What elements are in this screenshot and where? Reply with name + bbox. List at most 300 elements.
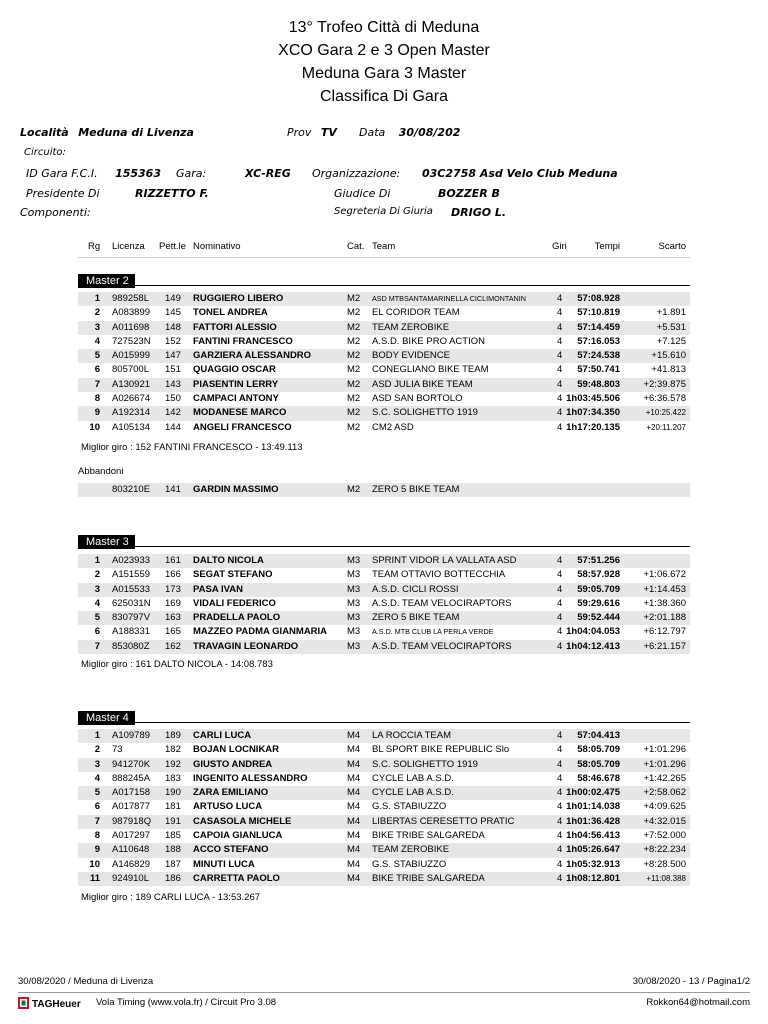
giri-cell: 4 (557, 421, 563, 433)
licenza-cell: A146829 (112, 858, 151, 870)
time-cell: 58:05.709 (577, 744, 620, 756)
gap-cell: +4:32.015 (643, 815, 686, 827)
footer-email: Rokkon64@hotmail.com (646, 997, 750, 1008)
prov-row (287, 126, 337, 139)
category-cell: M2 (347, 321, 361, 333)
category-label: Master 2 (78, 274, 135, 288)
table-row (78, 772, 690, 786)
licenza-cell: A015999 (112, 350, 151, 362)
pettorale-cell: 143 (165, 378, 181, 390)
rank-cell: 3 (94, 758, 100, 770)
time-cell: 1h00:02.475 (566, 787, 620, 799)
data-value: 30/08/202 (398, 126, 461, 139)
giri-cell: 4 (557, 744, 563, 756)
pettorale-cell: 190 (165, 787, 181, 799)
team-cell: A.S.D. TEAM VELOCIRAPTORS (372, 597, 512, 609)
pettorale-cell: 169 (165, 597, 181, 609)
rank-cell: 1 (94, 555, 100, 566)
category-cell: M2 (347, 335, 361, 347)
componenti-label: Componenti: (20, 206, 91, 219)
pettorale-cell: 182 (165, 744, 181, 756)
pettorale-cell: 147 (165, 350, 181, 362)
table-row (78, 363, 690, 377)
giri-cell: 4 (557, 772, 563, 784)
gap-cell: +1:06.672 (643, 569, 686, 581)
pettorale-cell: 144 (165, 421, 181, 433)
category-cell: M3 (347, 569, 361, 581)
abbandoni-label: Abbandoni (78, 466, 124, 477)
best-lap-master-3: Miglior giro : 161 DALTO NICOLA - 14:08.783 (81, 659, 273, 670)
category-cell: M4 (347, 744, 361, 756)
team-cell: BIKE TRIBE SALGAREDA (372, 830, 485, 842)
gap-cell: +15.610 (651, 350, 686, 362)
time-cell: 1h04:04.053 (566, 626, 620, 638)
time-cell: 57:08.928 (577, 293, 620, 304)
category-label: Master 3 (78, 535, 135, 549)
category-cell: M4 (347, 772, 361, 784)
localita-label: Località (20, 126, 69, 139)
time-cell: 1h05:26.647 (566, 844, 620, 856)
licenza-cell: A192314 (112, 407, 151, 419)
pettorale-cell: 173 (165, 583, 181, 595)
col-cat: Cat. (347, 241, 365, 252)
col-pett: Pett.le (159, 241, 186, 252)
time-cell: 1h03:45.506 (566, 393, 620, 405)
table-row (78, 843, 690, 857)
rank-cell: 7 (94, 378, 100, 390)
nominativo-cell: GARZIERA ALESSANDRO (193, 350, 312, 362)
gap-cell: +6:21.157 (643, 640, 686, 652)
category-cell: M4 (347, 801, 361, 813)
team-cell: CYCLE LAB A.S.D. (372, 787, 454, 799)
category-cell: M4 (347, 815, 361, 827)
table-row (78, 378, 690, 392)
giri-cell: 4 (557, 364, 563, 376)
localita-value: Meduna di Livenza (78, 126, 194, 139)
team-cell: BODY EVIDENCE (372, 350, 450, 362)
licenza-cell: 830797V (112, 612, 151, 624)
team-cell: SPRINT VIDOR LA VALLATA ASD (372, 555, 517, 566)
category-cell: M3 (347, 555, 361, 566)
category-cell: M2 (347, 407, 361, 419)
gap-cell: +7.125 (656, 335, 686, 347)
pettorale-cell: 165 (165, 626, 181, 638)
giri-cell: 4 (557, 787, 563, 799)
title-line-1: 13° Trofeo Città di Meduna (288, 19, 480, 36)
pettorale-cell: 186 (165, 872, 181, 884)
rank-cell: 4 (94, 335, 100, 347)
giri-cell: 4 (557, 555, 563, 566)
category-cell: M3 (347, 597, 361, 609)
pettorale-cell: 188 (165, 844, 181, 856)
gap-cell: +7:52.000 (643, 830, 686, 842)
pettorale-cell: 149 (165, 293, 181, 304)
team-cell: ASD MTBSANTAMARINELLA CICLIMONTANIN (372, 294, 526, 303)
table-row (78, 349, 690, 363)
col-scarto: Scarto (658, 241, 686, 252)
rank-cell: 6 (94, 801, 100, 813)
rank-cell: 9 (94, 844, 100, 856)
licenza-cell: A026674 (112, 393, 151, 405)
licenza-cell: A151559 (112, 569, 151, 581)
table-row (78, 743, 690, 757)
giri-cell: 4 (557, 583, 563, 595)
gap-cell: +1:01.296 (643, 744, 686, 756)
category-master-4 (78, 708, 690, 723)
giri-cell: 4 (557, 758, 563, 770)
pettorale-cell: 185 (165, 830, 181, 842)
team-cell: ZERO 5 BIKE TEAM (372, 612, 460, 624)
category-cell: M4 (347, 872, 361, 884)
best-lap-master-4: Miglior giro : 189 CARLI LUCA - 13:53.267 (81, 892, 261, 903)
rank-cell: 9 (94, 407, 100, 419)
licenza-cell: A017297 (112, 830, 151, 842)
gap-cell: +10:25.422 (645, 408, 686, 418)
pettorale-cell: 152 (165, 335, 181, 347)
nominativo-cell: BOJAN LOCNIKAR (193, 744, 280, 756)
pettorale-cell: 191 (165, 815, 181, 827)
rank-cell: 5 (94, 350, 100, 362)
licenza-cell: 853080Z (112, 640, 150, 652)
pettorale-cell: 141 (165, 484, 181, 495)
organizzazione-value: 03C2758 Asd Velo Club Meduna (422, 167, 618, 180)
gap-cell: +4:09.625 (643, 801, 686, 813)
gap-cell: +2:39.875 (643, 378, 686, 390)
team-cell: TEAM OTTAVIO BOTTECCHIA (372, 569, 506, 581)
team-cell: S.C. SOLIGHETTO 1919 (372, 407, 478, 419)
nominativo-cell: ANGELI FRANCESCO (193, 421, 292, 433)
pettorale-cell: 142 (165, 407, 181, 419)
table-row (78, 583, 690, 597)
table-row (78, 321, 690, 335)
rank-cell: 1 (94, 730, 100, 741)
licenza-cell: A110648 (112, 844, 150, 856)
team-cell: BIKE TRIBE SALGAREDA (372, 872, 485, 884)
category-master-3 (78, 532, 690, 547)
nominativo-cell: GIUSTO ANDREA (193, 758, 273, 770)
team-cell: ZERO 5 BIKE TEAM (372, 484, 460, 495)
pettorale-cell: 150 (165, 393, 181, 405)
table-row (78, 800, 690, 814)
category-master-2 (78, 271, 690, 286)
table-row (78, 568, 690, 582)
licenza-cell: A105134 (112, 421, 151, 433)
team-cell: TEAM ZEROBIKE (372, 844, 450, 856)
nominativo-cell: CAMPACI ANTONY (193, 393, 279, 405)
rank-cell: 11 (89, 872, 100, 884)
giri-cell: 4 (557, 801, 563, 813)
giri-cell: 4 (557, 321, 563, 333)
team-cell: LIBERTAS CERESETTO PRATIC (372, 815, 515, 827)
category-cell: M2 (347, 364, 361, 376)
rank-cell: 5 (94, 612, 100, 624)
nominativo-cell: MODANESE MARCO (193, 407, 287, 419)
table-row (78, 625, 690, 639)
gap-cell: +8:22.234 (643, 844, 686, 856)
giri-cell: 4 (557, 569, 563, 581)
giudice-label: Giudice Di (334, 187, 391, 200)
circuito-label: Circuito: (24, 147, 66, 158)
licenza-cell: A188331 (112, 626, 151, 638)
pettorale-cell: 183 (165, 772, 181, 784)
table-row (78, 335, 690, 349)
nominativo-cell: ARTUSO LUCA (193, 801, 263, 813)
giri-cell: 4 (557, 378, 563, 390)
rank-cell: 7 (94, 815, 100, 827)
nominativo-cell: VIDALI FEDERICO (193, 597, 276, 609)
team-cell: LA ROCCIA TEAM (372, 730, 452, 741)
giri-cell: 4 (557, 293, 563, 304)
pettorale-cell: 189 (165, 730, 181, 741)
team-cell: CM2 ASD (372, 421, 414, 433)
team-cell: ASD JULIA BIKE TEAM (372, 378, 473, 390)
nominativo-cell: FANTINI FRANCESCO (193, 335, 293, 347)
nominativo-cell: MINUTI LUCA (193, 858, 255, 870)
category-cell: M4 (347, 858, 361, 870)
licenza-cell: 625031N (112, 597, 151, 609)
gap-cell: +2:58.062 (643, 787, 686, 799)
licenza-cell: 989258L (112, 293, 149, 304)
time-cell: 59:29.616 (577, 597, 620, 609)
licenza-cell: 805700L (112, 364, 149, 376)
presidente-value: RIZZETTO F. (135, 187, 209, 200)
giri-cell: 4 (557, 350, 563, 362)
table-row (78, 858, 690, 872)
footer-divider (18, 992, 750, 993)
category-cell: M4 (347, 758, 361, 770)
rank-cell: 2 (94, 744, 100, 756)
category-label: Master 4 (78, 711, 135, 725)
category-cell: M2 (347, 307, 361, 319)
category-cell: M3 (347, 626, 361, 638)
title-line-3: Meduna Gara 3 Master (301, 65, 467, 82)
table-row (78, 640, 690, 654)
giri-cell: 4 (557, 830, 563, 842)
results-table-master-4 (78, 729, 690, 886)
licenza-cell: 924910L (112, 872, 149, 884)
col-giri: Giri (552, 241, 567, 252)
table-row (78, 292, 690, 306)
nominativo-cell: DALTO NICOLA (193, 555, 264, 566)
category-cell: M2 (347, 393, 361, 405)
prov-value: TV (320, 126, 337, 139)
rank-cell: 8 (94, 393, 100, 405)
results-table-master-3 (78, 554, 690, 654)
giri-cell: 4 (557, 844, 563, 856)
col-rg: Rg (88, 241, 101, 252)
nominativo-cell: TONEL ANDREA (193, 307, 268, 319)
licenza-cell: 727523N (112, 335, 151, 347)
team-cell: A.S.D. BIKE PRO ACTION (372, 335, 485, 347)
licenza-cell: A017158 (112, 787, 151, 799)
rank-cell: 2 (94, 569, 100, 581)
segreteria-value: DRIGO L. (451, 206, 507, 219)
presidente-label: Presidente Di (26, 187, 100, 200)
gap-cell: +8:28.500 (643, 858, 686, 870)
id-gara-label: ID Gara F.C.I. (26, 167, 98, 180)
rank-cell: 5 (94, 787, 100, 799)
table-row (78, 406, 690, 420)
table-row (78, 597, 690, 611)
giudice-value: BOZZER B (438, 187, 500, 200)
footer-left: 30/08/2020 / Meduna di Livenza (18, 976, 154, 987)
gap-cell: +1:42.265 (643, 772, 686, 784)
time-cell: 1h04:56.413 (566, 830, 620, 842)
nominativo-cell: CAPOIA GIANLUCA (193, 830, 283, 842)
giri-cell: 4 (557, 730, 563, 741)
category-cell: M2 (347, 293, 361, 304)
rank-cell: 3 (94, 321, 100, 333)
pettorale-cell: 162 (165, 640, 181, 652)
nominativo-cell: GARDIN MASSIMO (193, 484, 279, 495)
licenza-cell: 941270K (112, 758, 151, 770)
col-tempi: Tempi (594, 241, 620, 252)
category-cell: M4 (347, 787, 361, 799)
gap-cell: +5.531 (656, 321, 686, 333)
pettorale-cell: 192 (165, 758, 181, 770)
category-cell: M2 (347, 421, 361, 433)
gap-cell: +2:01.188 (643, 612, 686, 624)
rank-cell: 3 (94, 583, 100, 595)
logo-text: TAGHeuer (32, 999, 81, 1010)
header-divider (78, 257, 690, 258)
time-cell: 57:50.741 (577, 364, 620, 376)
rank-cell: 7 (94, 640, 100, 652)
nominativo-cell: TRAVAGIN LEONARDO (193, 640, 299, 652)
pettorale-cell: 145 (165, 307, 181, 319)
licenza-cell: 888245A (112, 772, 151, 784)
table-row (78, 392, 690, 406)
category-cell: M2 (347, 378, 361, 390)
licenza-cell: 803210E (112, 484, 151, 495)
category-cell: M4 (347, 844, 361, 856)
giri-cell: 4 (557, 597, 563, 609)
footer-right: 30/08/2020 - 13 / Pagina1/2 (632, 976, 750, 987)
localita-row (20, 126, 194, 139)
gap-cell: +1:01.296 (643, 758, 686, 770)
giri-cell: 4 (557, 612, 563, 624)
gap-cell: +6:12.797 (643, 626, 686, 638)
table-row (78, 829, 690, 843)
licenza-cell: A109789 (112, 730, 151, 741)
pettorale-cell: 181 (165, 801, 181, 813)
time-cell: 57:24.538 (577, 350, 620, 362)
team-cell: BL SPORT BIKE REPUBLIC Slo (372, 744, 510, 756)
gap-cell: +6:36.578 (643, 393, 686, 405)
giri-cell: 4 (557, 393, 563, 405)
time-cell: 1h01:14.038 (566, 801, 620, 813)
time-cell: 1h07:34.350 (566, 407, 620, 419)
team-cell: A.S.D. MTB CLUB LA PERLA VERDE (372, 627, 494, 637)
giri-cell: 4 (557, 626, 563, 638)
time-cell: 1h04:12.413 (566, 640, 620, 652)
time-cell: 58:46.678 (577, 772, 620, 784)
giri-cell: 4 (557, 307, 563, 319)
giri-cell: 4 (557, 640, 563, 652)
rank-cell: 10 (89, 858, 100, 870)
licenza-cell: A130921 (112, 378, 151, 390)
rank-cell: 4 (94, 772, 100, 784)
time-cell: 57:16.053 (577, 335, 620, 347)
pettorale-cell: 161 (165, 555, 181, 566)
nominativo-cell: CARLI LUCA (193, 730, 252, 741)
team-cell: TEAM ZEROBIKE (372, 321, 450, 333)
licenza-cell: A083899 (112, 307, 151, 319)
pettorale-cell: 166 (165, 569, 181, 581)
category-cell: M3 (347, 640, 361, 652)
time-cell: 1h01:36.428 (566, 815, 620, 827)
col-nominativo: Nominativo (193, 241, 241, 252)
gara-label: Gara: (176, 167, 207, 180)
document-title (0, 16, 768, 108)
category-cell: M2 (347, 350, 361, 362)
team-cell: G.S. STABIUZZO (372, 858, 447, 870)
table-row (78, 872, 690, 886)
table-row (78, 815, 690, 829)
licenza-cell: 73 (112, 744, 123, 756)
licenza-cell: 987918Q (112, 815, 152, 827)
pettorale-cell: 148 (165, 321, 181, 333)
id-gara-value: 155363 (115, 167, 161, 180)
nominativo-cell: PASA IVAN (193, 583, 243, 595)
table-row (78, 306, 690, 320)
licenza-cell: A015533 (112, 583, 151, 595)
gap-cell: +11:08.388 (646, 873, 686, 883)
nominativo-cell: MAZZEO PADMA GIANMARIA (193, 626, 328, 638)
nominativo-cell: INGENITO ALESSANDRO (193, 772, 308, 784)
rank-cell: 6 (94, 364, 100, 376)
giri-cell: 4 (557, 872, 563, 884)
team-cell: S.C. SOLIGHETTO 1919 (372, 758, 478, 770)
table-row (78, 483, 690, 497)
nominativo-cell: QUAGGIO OSCAR (193, 364, 276, 376)
team-cell: EL CORIDOR TEAM (372, 307, 460, 319)
time-cell: 57:14.459 (577, 321, 620, 333)
time-cell: 1h17:20.135 (566, 421, 620, 433)
pettorale-cell: 187 (165, 858, 181, 870)
data-row (359, 126, 460, 139)
rank-cell: 2 (94, 307, 100, 319)
col-licenza: Licenza (112, 241, 145, 252)
licenza-cell: A017877 (112, 801, 151, 813)
title-line-4: Classifica Di Gara (319, 88, 449, 105)
table-row (78, 611, 690, 625)
category-cell: M4 (347, 730, 361, 741)
giri-cell: 4 (557, 335, 563, 347)
segreteria-label: Segreteria Di Giuria (334, 206, 433, 217)
rank-cell: 1 (94, 293, 100, 304)
gap-cell: +41.813 (651, 364, 686, 376)
pettorale-cell: 151 (165, 364, 181, 376)
gap-cell: +1:38.360 (643, 597, 686, 609)
time-cell: 57:04.413 (577, 730, 620, 741)
column-header (78, 241, 690, 255)
nominativo-cell: CARRETTA PAOLO (193, 872, 280, 884)
team-cell: A.S.D. TEAM VELOCIRAPTORS (372, 640, 512, 652)
time-cell: 57:51.256 (577, 555, 620, 566)
nominativo-cell: SEGAT STEFANO (193, 569, 273, 581)
table-row (78, 758, 690, 772)
time-cell: 1h05:32.913 (566, 858, 620, 870)
nominativo-cell: PIASENTIN LERRY (193, 378, 279, 390)
team-cell: A.S.D. CICLI ROSSI (372, 583, 459, 595)
licenza-cell: A011698 (112, 321, 150, 333)
giri-cell: 4 (557, 815, 563, 827)
table-row (78, 786, 690, 800)
abbandoni-table (78, 483, 690, 497)
pettorale-cell: 163 (165, 612, 181, 624)
table-row (78, 729, 690, 743)
